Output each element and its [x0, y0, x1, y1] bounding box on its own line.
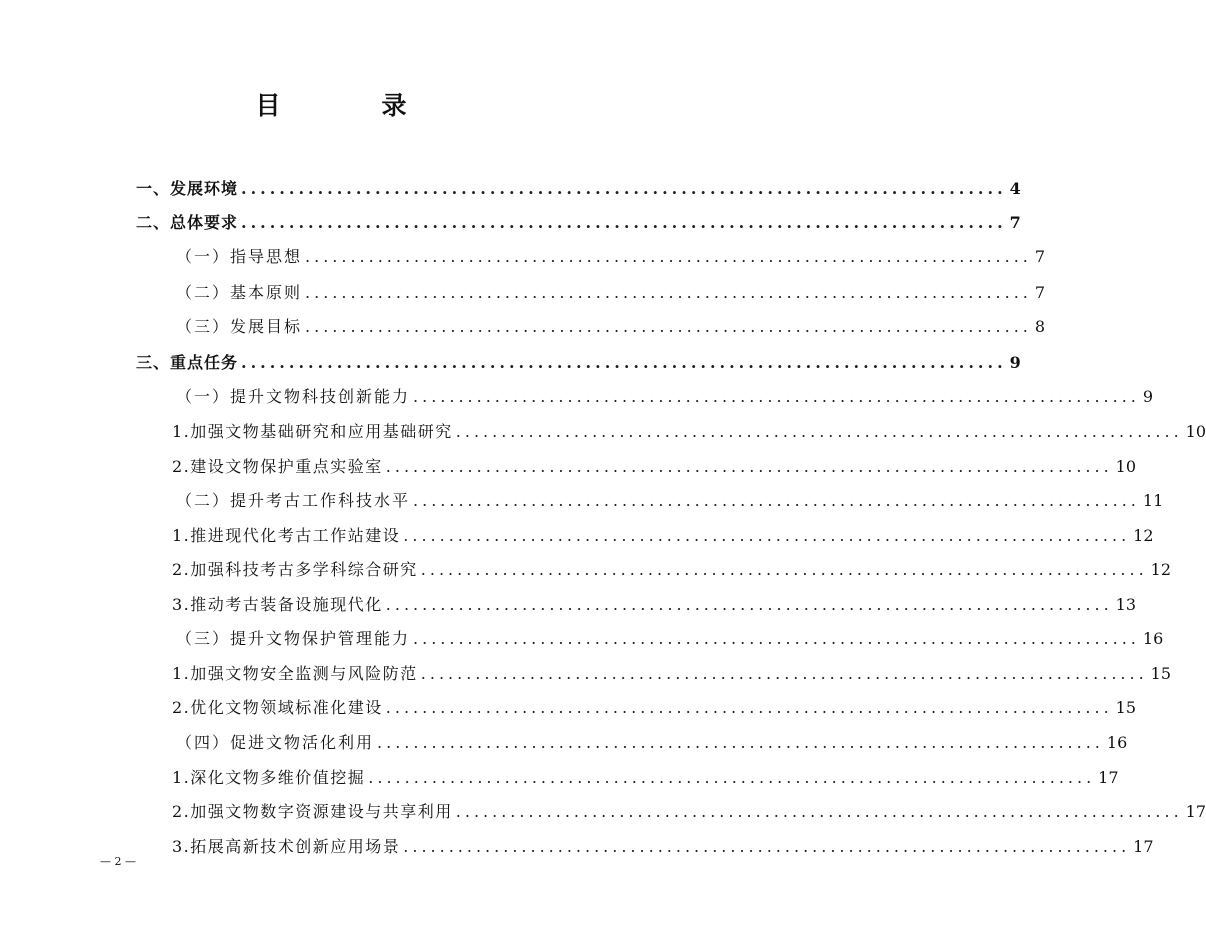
toc-entry-label: 三、重点任务 — [136, 353, 239, 372]
toc-entry-page: 7 — [1034, 247, 1046, 266]
toc-entry-label: 一、发展环境 — [136, 179, 239, 198]
toc-entry-page: 7 — [1034, 283, 1046, 302]
toc-entry-page: 15 — [1115, 698, 1137, 717]
toc-entry[interactable] — [176, 280, 1046, 303]
toc-entry-page: 16 — [1106, 733, 1128, 752]
toc-entry-page: 10 — [1115, 457, 1137, 476]
toc-entry-label: （一）指导思想 — [176, 247, 303, 266]
toc-entry-label: 2.优化文物领域标准化建设 — [172, 698, 383, 717]
toc-leader-dots: ................................................................................ — [241, 353, 1007, 372]
toc-entry-label: 3.推动考古装备设施现代化 — [172, 595, 383, 614]
toc-entry-page: 16 — [1142, 629, 1164, 648]
toc-leader-dots: ................................................................................ — [385, 698, 1113, 717]
toc-entry[interactable] — [172, 661, 1172, 684]
toc-leader-dots: ................................................................................ — [455, 422, 1183, 441]
toc-entry[interactable] — [172, 592, 1137, 615]
toc-entry-page: 4 — [1009, 179, 1021, 198]
toc-entry-label: （二）提升考古工作科技水平 — [176, 491, 411, 510]
toc-entry[interactable] — [172, 523, 1154, 546]
toc-entry[interactable] — [176, 244, 1046, 267]
toc-leader-dots: ................................................................................ — [420, 560, 1148, 579]
toc-entry-label: 1.推进现代化考古工作站建设 — [172, 526, 401, 545]
toc-entry-page: 12 — [1150, 560, 1172, 579]
toc-entry-label: 2.建设文物保护重点实验室 — [172, 457, 383, 476]
toc-entry-label: （三）发展目标 — [176, 317, 303, 336]
toc-leader-dots: ................................................................................ — [385, 595, 1113, 614]
toc-leader-dots: ................................................................................ — [305, 247, 1032, 266]
toc-entry[interactable] — [172, 765, 1119, 788]
toc-entry[interactable] — [172, 419, 1206, 442]
toc-entry-page: 11 — [1142, 491, 1164, 510]
toc-entry[interactable] — [176, 314, 1046, 337]
toc-entry[interactable] — [172, 834, 1154, 857]
toc-entry[interactable] — [172, 799, 1206, 822]
toc-entry-page: 15 — [1150, 664, 1172, 683]
toc-entry[interactable] — [176, 730, 1128, 753]
toc-entry-label: （一）提升文物科技创新能力 — [176, 387, 411, 406]
toc-leader-dots: ................................................................................ — [413, 491, 1140, 510]
toc-leader-dots: ................................................................................ — [305, 283, 1032, 302]
toc-entry-label: 1.加强文物安全监测与风险防范 — [172, 664, 418, 683]
toc-entry-page: 7 — [1009, 213, 1021, 232]
page-number: — 2 — — [100, 855, 136, 868]
toc-entry-label: 2.加强科技考古多学科综合研究 — [172, 560, 418, 579]
toc-entry-label: 1.加强文物基础研究和应用基础研究 — [172, 422, 453, 441]
toc-entry[interactable] — [172, 557, 1172, 580]
toc-entry-label: 1.深化文物多维价值挖掘 — [172, 768, 366, 787]
toc-leader-dots: ................................................................................ — [413, 629, 1140, 648]
toc-entry-page: 9 — [1009, 353, 1021, 372]
toc-entry[interactable] — [172, 695, 1137, 718]
toc-entry[interactable] — [176, 488, 1164, 511]
toc-leader-dots: ................................................................................ — [368, 768, 1096, 787]
toc-entry-label: 2.加强文物数字资源建设与共享利用 — [172, 802, 453, 821]
toc-leader-dots: ................................................................................ — [241, 179, 1007, 198]
toc-entry[interactable] — [136, 350, 1021, 373]
toc-entry-page: 10 — [1185, 422, 1206, 441]
toc-entry-label: （二）基本原则 — [176, 283, 303, 302]
toc-entry-page: 8 — [1034, 317, 1046, 336]
toc-leader-dots: ................................................................................ — [403, 526, 1131, 545]
toc-leader-dots: ................................................................................ — [403, 837, 1131, 856]
toc-leader-dots: ................................................................................ — [385, 457, 1113, 476]
toc-entry[interactable] — [136, 210, 1021, 233]
toc-leader-dots: ................................................................................ — [377, 733, 1104, 752]
toc-entry-page: 13 — [1115, 595, 1137, 614]
toc-entry[interactable] — [176, 384, 1154, 407]
toc-leader-dots: ................................................................................ — [420, 664, 1148, 683]
toc-leader-dots: ................................................................................ — [455, 802, 1183, 821]
toc-entry-page: 12 — [1133, 526, 1154, 545]
toc-entry-label: （三）提升文物保护管理能力 — [176, 629, 411, 648]
toc-leader-dots: ................................................................................ — [413, 387, 1140, 406]
toc-entry-page: 9 — [1142, 387, 1154, 406]
page-title: 目 录 — [255, 91, 445, 120]
toc-leader-dots: ................................................................................ — [241, 213, 1007, 232]
toc-entry-label: 3.拓展高新技术创新应用场景 — [172, 837, 401, 856]
toc-entry-page: 17 — [1133, 837, 1154, 856]
toc-entry-label: （四）促进文物活化利用 — [176, 733, 375, 752]
toc-leader-dots: ................................................................................ — [305, 317, 1032, 336]
toc-entry[interactable] — [176, 626, 1164, 649]
toc-entry-label: 二、总体要求 — [136, 213, 239, 232]
toc-entry-page: 17 — [1185, 802, 1206, 821]
toc-entry[interactable] — [136, 176, 1021, 199]
toc-entry[interactable] — [172, 454, 1137, 477]
toc-entry-page: 17 — [1098, 768, 1119, 787]
